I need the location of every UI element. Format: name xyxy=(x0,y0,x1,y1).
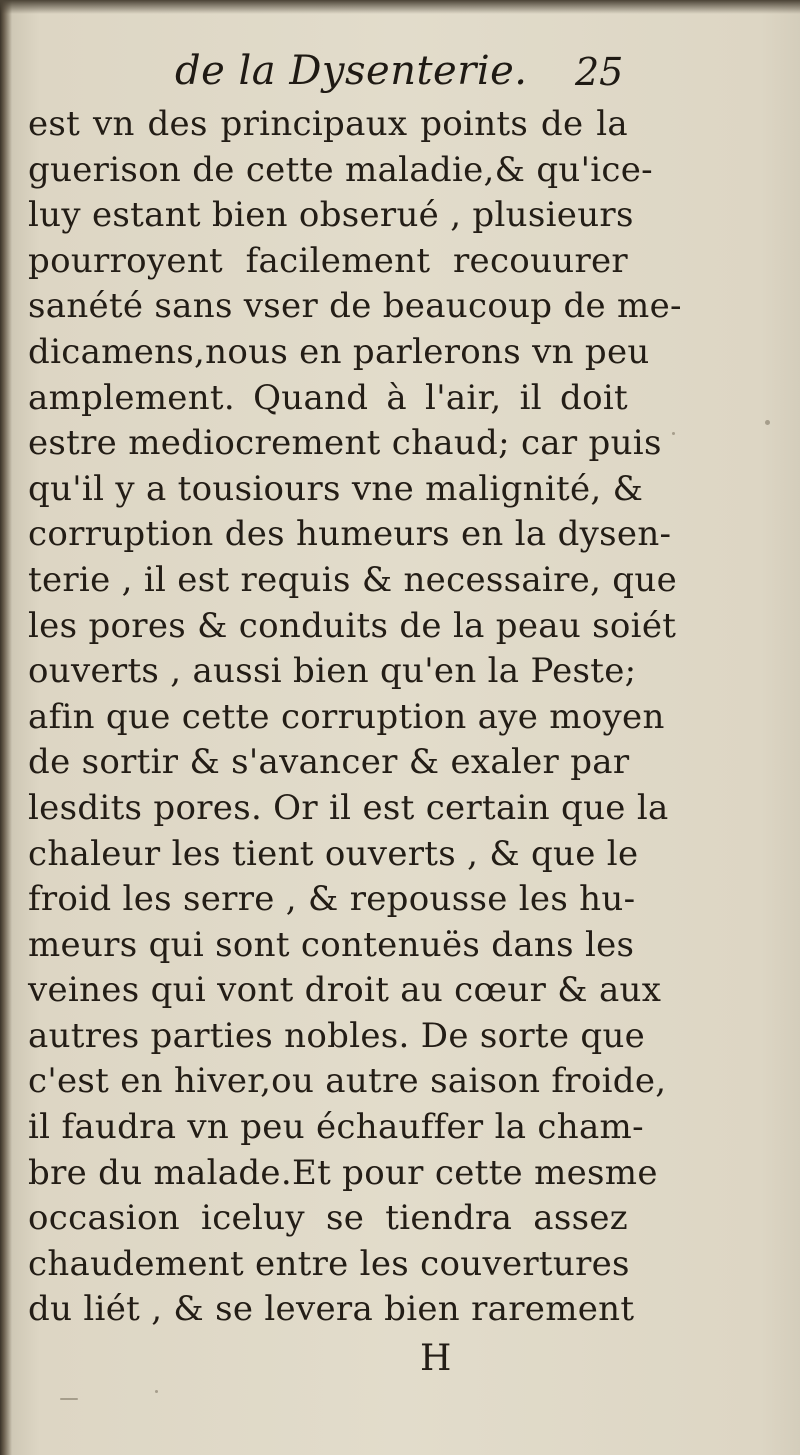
text-line: estre mediocrement chaud; car puis xyxy=(28,423,662,464)
text-line: froid les serre , & repousse les hu- xyxy=(28,879,636,920)
text-line: guerison de cette maladie,& qu'ice- xyxy=(28,149,653,190)
text-line: amplement. Quand à l'air, il doit xyxy=(28,377,628,418)
text-line: chaudement entre les couvertures xyxy=(28,1243,630,1284)
text-line: du liét , & se levera bien rarement xyxy=(28,1289,635,1330)
page-number: 25 xyxy=(575,50,624,94)
text-line: les pores & conduits de la peau soiét xyxy=(28,605,677,646)
paper-speck xyxy=(60,1398,78,1400)
paper-speck xyxy=(672,432,675,435)
text-line: de sortir & s'avancer & exaler par xyxy=(28,742,630,783)
text-line: il faudra vn peu échauffer la cham- xyxy=(28,1107,644,1148)
body-text xyxy=(28,102,682,1333)
text-line: veines qui vont droit au cœur & aux xyxy=(28,970,662,1011)
text-line: autres parties nobles. De sorte que xyxy=(28,1015,646,1056)
paper-speck xyxy=(765,420,770,425)
text-line: dicamens,nous en parlerons vn peu xyxy=(28,331,650,372)
text-line: chaleur les tient ouverts , & que le xyxy=(28,833,639,874)
page-header xyxy=(0,48,800,104)
running-title: de la Dysenterie. xyxy=(175,48,528,94)
text-line: occasion iceluy se tiendra assez xyxy=(28,1198,628,1239)
text-line: afin que cette corruption aye moyen xyxy=(28,696,665,737)
text-line: c'est en hiver,ou autre saison froide, xyxy=(28,1061,667,1102)
text-line: pourroyent facilement recouurer xyxy=(28,240,628,281)
text-line: corruption des humeurs en la dysen- xyxy=(28,514,672,555)
text-line: sanété sans vser de beaucoup de me- xyxy=(28,286,682,327)
paper-speck xyxy=(155,1390,158,1393)
text-line: meurs qui sont contenuës dans les xyxy=(28,924,635,965)
text-line: terie , il est requis & necessaire, que xyxy=(28,559,677,600)
text-line: qu'il y a tousiours vne malignité, & xyxy=(28,468,644,509)
signature-mark: H xyxy=(420,1338,452,1379)
text-line: est vn des principaux points de la xyxy=(28,104,628,144)
text-line: ouverts , aussi bien qu'en la Peste; xyxy=(28,651,637,692)
text-line: luy estant bien obserué , plusieurs xyxy=(28,195,634,236)
text-line: bre du malade.Et pour cette mesme xyxy=(28,1152,658,1193)
text-line: lesdits pores. Or il est certain que la xyxy=(28,787,669,828)
